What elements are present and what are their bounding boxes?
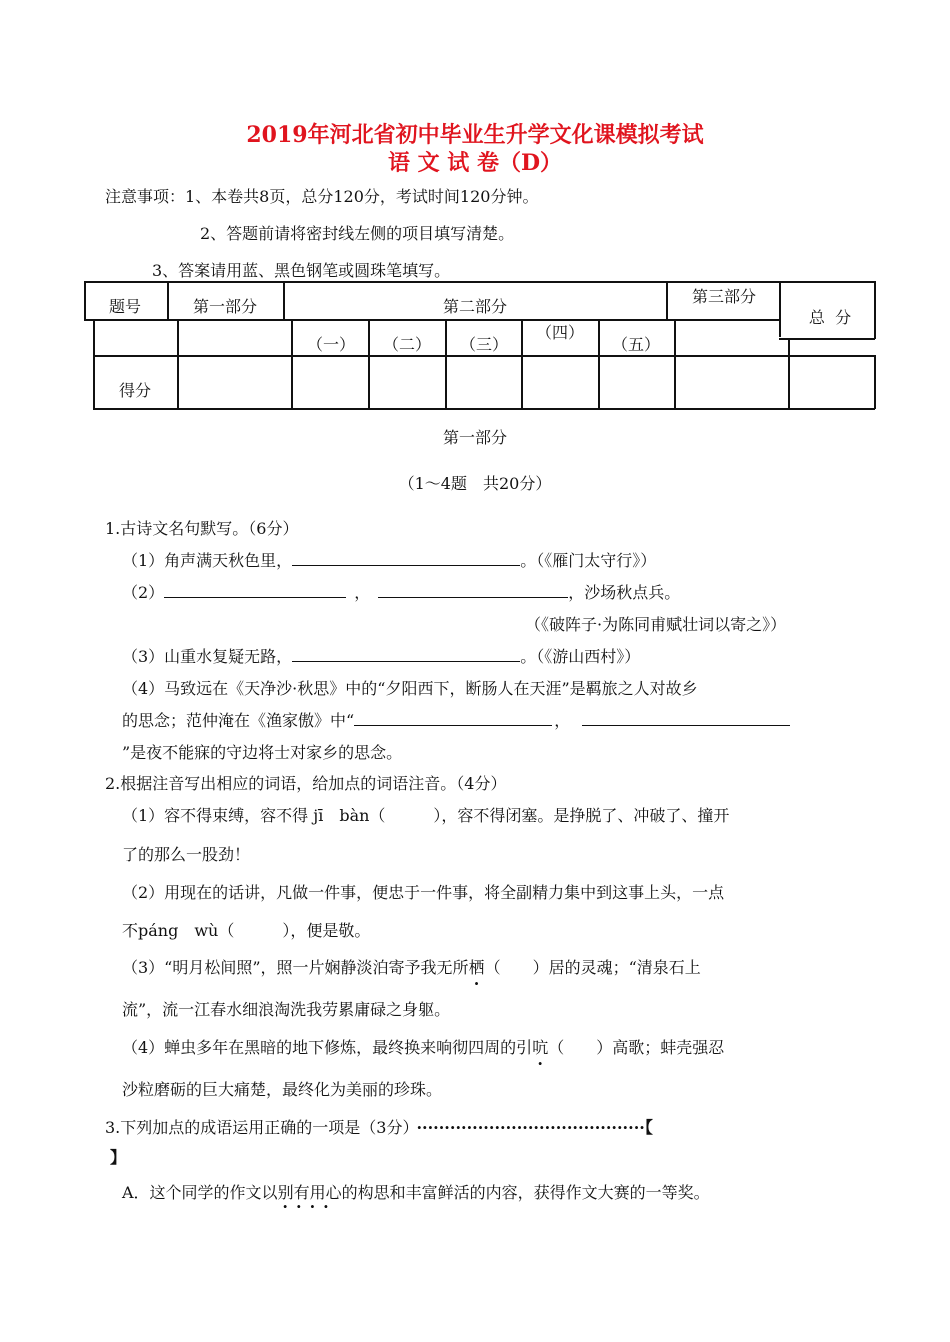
row-score-label: 得分	[118, 381, 151, 400]
q1-item-3-source: 。（《游山西村》）	[520, 647, 641, 666]
q1-item-4-line3: ”是夜不能寐的守边将士对家乡的思念。	[122, 743, 403, 762]
q3-leader-dots: ·········································	[416, 1118, 645, 1137]
q2-item-1-line1: （1）容不得束缚，容不得 jī bàn（ ），容不得闭塞。是挣脱了、冲破了、撞开	[122, 806, 730, 825]
q1-item-2-comma: ，	[354, 583, 371, 602]
q1-blank-2a[interactable]	[164, 581, 346, 598]
q1-item-1	[122, 548, 656, 571]
q3-bracket-close: 】	[110, 1148, 127, 1167]
header-sub-4: （四）	[535, 323, 584, 342]
q2-item-3-dotted-char: 栖	[468, 958, 485, 977]
q2-item-2-line1: （2）用现在的话讲，凡做一件事，便忠于一件事，将全副精力集中到这事上头，一点	[122, 883, 725, 902]
q1-item-2-source: （《破阵子·为陈同甫赋壮词以寄之》）	[525, 615, 787, 634]
q3-option-a-rest: 的构思和丰富鲜活的内容，获得作文大赛的一等奖。	[341, 1183, 710, 1202]
q1-item-2-text: ，沙场秋点兵。	[568, 583, 681, 602]
q2-item-4-text-a: （4）蝉虫多年在黑暗的地下修炼，最终换来响彻四周的引	[122, 1038, 533, 1057]
header-sub-2: （二）	[382, 335, 431, 354]
q1-item-4-line1: （4）马致远在《天净沙·秋思》中的“夕阳西下，断肠人在天涯”是羁旅之人对故乡	[122, 679, 698, 698]
q2-item-4-text-b: （ ）高歌；蚌壳强忍	[548, 1038, 725, 1057]
note-3: 3、答案请用蓝、黑色钢笔或圆珠笔填写。	[152, 261, 451, 280]
q3-stem: 3.下列加点的成语运用正确的一项是（3分）	[105, 1118, 411, 1137]
header-part2: 第二部分	[442, 297, 507, 316]
q1-blank-4b[interactable]	[582, 709, 790, 726]
q3-option-a[interactable]	[122, 1180, 710, 1216]
q1-item-4-comma: ，	[554, 711, 571, 730]
header-sub-5: （五）	[611, 335, 660, 354]
q1-item-4-line2	[122, 708, 790, 731]
header-tihao: 题号	[108, 297, 141, 316]
q3-bracket-open: 【	[644, 1118, 653, 1137]
header-sub-1: （一）	[306, 335, 355, 354]
note-1: 注意事项：1、本卷共8页，总分120分，考试时间120分钟。	[105, 187, 539, 206]
q1-item-2-num: （2）	[122, 583, 165, 602]
q2-item-4-dotted-char: 吭	[532, 1038, 549, 1057]
section-title: 第一部分	[442, 428, 507, 447]
q1-item-2	[122, 580, 680, 603]
q1-item-3	[122, 644, 640, 667]
q2-item-1-line2: 了的那么一股劲！	[122, 845, 251, 864]
q1-item-1-text: （1）角声满天秋色里，	[122, 551, 293, 570]
q1-blank-3[interactable]	[292, 645, 520, 662]
q2-item-2-line2: 不páng wù（ ），便是敬。	[122, 921, 371, 940]
header-sub-3: （三）	[459, 335, 508, 354]
q3-option-a-idiom: 别有用心 ····	[277, 1183, 342, 1216]
q1-item-4-text: 的思念；范仲淹在《渔家傲》中“	[122, 711, 355, 730]
header-part3: 第三部分	[691, 287, 756, 306]
q2-stem: 2.根据注音写出相应的词语，给加点的词语注音。（4分）	[105, 774, 507, 793]
q2-item-4-line2: 沙粒磨砺的巨大痛楚，最终化为美丽的珍珠。	[122, 1080, 443, 1099]
q1-blank-2b[interactable]	[378, 581, 568, 598]
q2-item-3-text-b: （ ）居的灵魂；“清泉石上	[484, 958, 701, 977]
note-2: 2、答题前请将密封线左侧的项目填写清楚。	[200, 224, 515, 243]
q2-item-3-text-a: （3）“明月松间照”，照一片娴静淡泊寄予我无所	[122, 958, 469, 977]
q3-stem-line	[105, 1115, 653, 1138]
header-part1: 第一部分	[192, 297, 257, 316]
q1-stem: 1.古诗文名句默写。（6分）	[105, 519, 299, 538]
section-range: （1～4题 共20分）	[398, 474, 552, 493]
q3-option-a-text: A．这个同学的作文以	[122, 1183, 278, 1202]
header-total: 总 分	[808, 308, 852, 327]
q1-item-3-text: （3）山重水复疑无路，	[122, 647, 293, 666]
q1-item-1-source: 。（《雁门太守行》）	[520, 551, 657, 570]
q2-item-3-line1	[122, 955, 701, 978]
q2-item-4-line1	[122, 1035, 724, 1058]
exam-title: 2019年河北省初中毕业生升学文化课模拟考试	[246, 122, 704, 148]
q2-item-3-line2: 流”，流一江春水细浪淘洗我劳累庸碌之身躯。	[122, 1000, 451, 1019]
exam-subtitle: 语 文 试 卷（D）	[387, 150, 563, 176]
q3-emphasis-dots: ····	[282, 1197, 337, 1216]
q1-blank-4a[interactable]	[354, 709, 552, 726]
q1-blank-1[interactable]	[292, 549, 520, 566]
